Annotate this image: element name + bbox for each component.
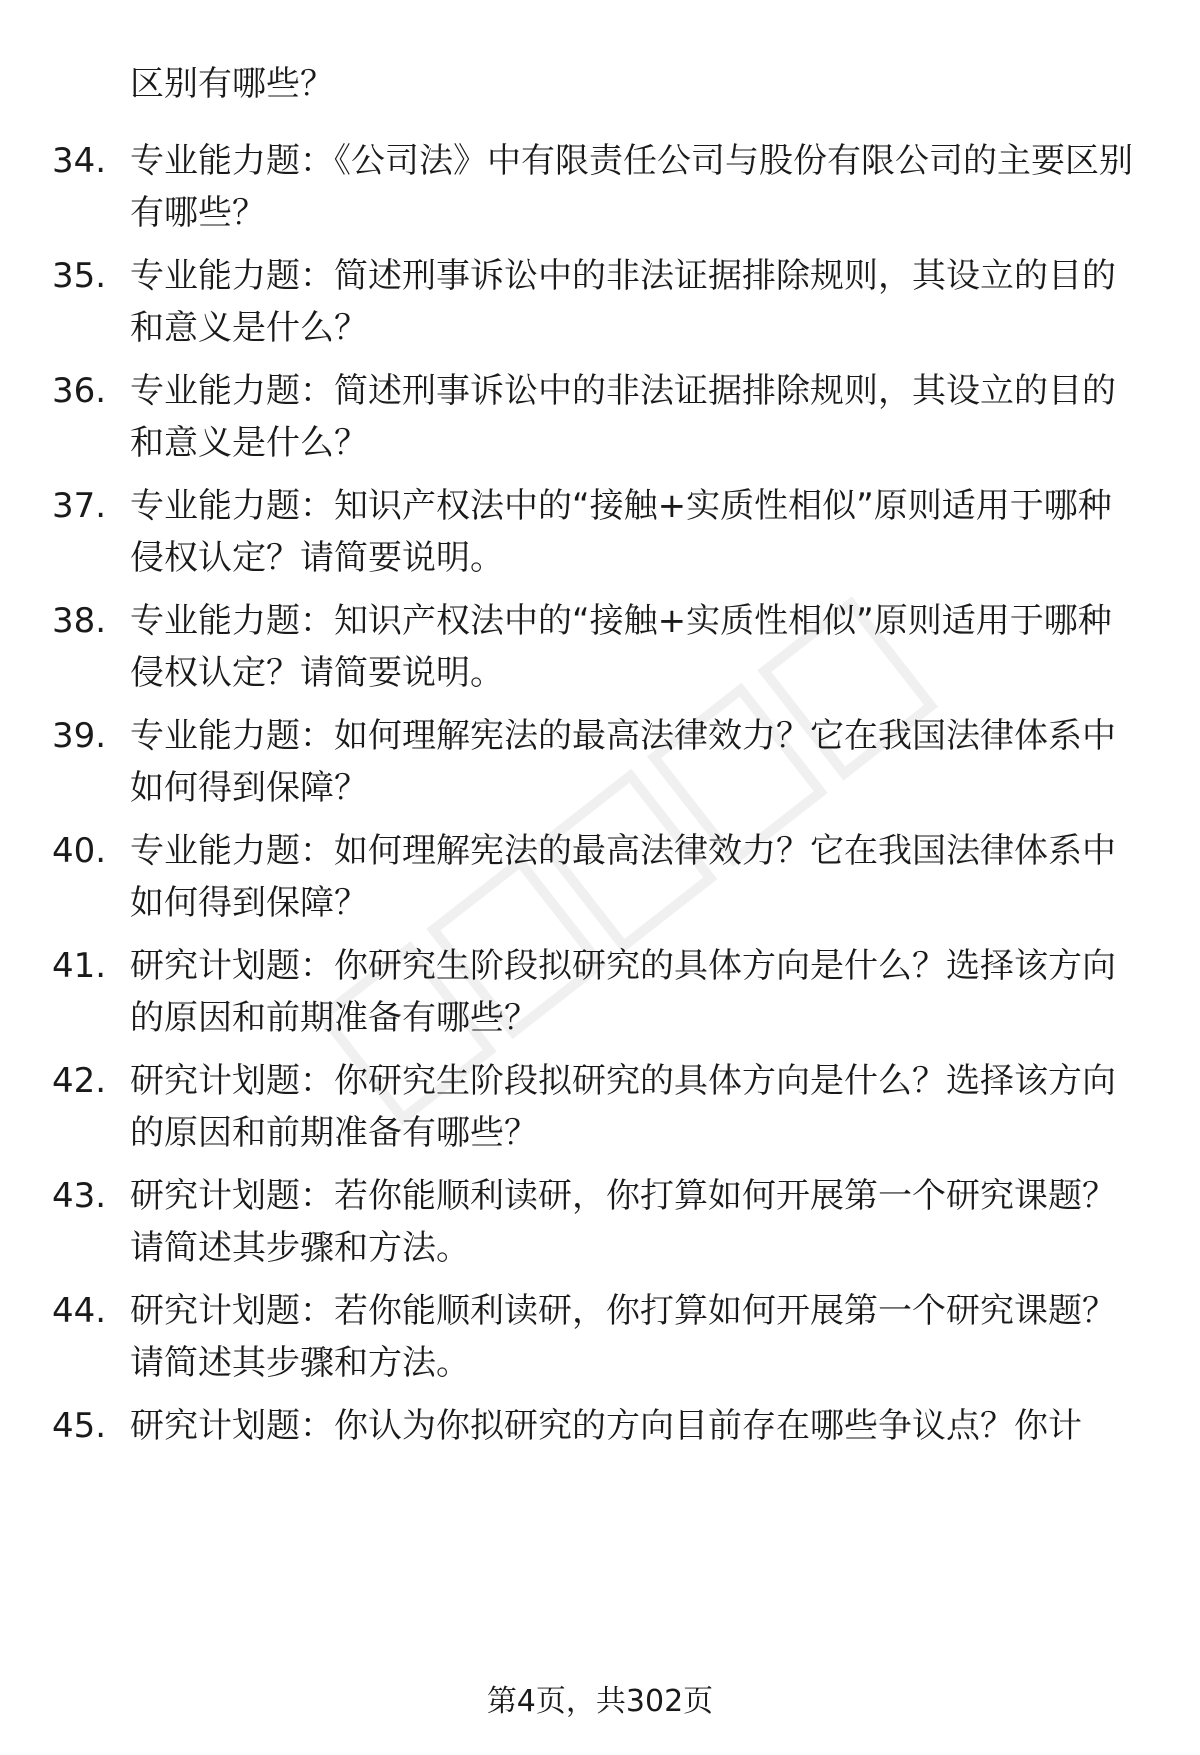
page-footer: 第4页，共302页 — [486, 1684, 714, 1719]
item-text: 专业能力题：《公司法》中有限责任公司与股份有限公司的主要区别有哪些？ — [130, 141, 1133, 233]
item-text: 专业能力题：如何理解宪法的最高法律效力？它在我国法律体系中如何得到保障？ — [130, 831, 1116, 923]
item-number: 34. — [52, 141, 107, 181]
item-text: 专业能力题：如何理解宪法的最高法律效力？它在我国法律体系中如何得到保障？ — [130, 716, 1116, 808]
continuation-text: 区别有哪些？ — [130, 64, 334, 104]
item-text: 专业能力题：知识产权法中的“接触+实质性相似”原则适用于哪种侵权认定？请简要说明。 — [130, 601, 1112, 693]
item-number: 39. — [52, 716, 107, 756]
item-text: 研究计划题：你研究生阶段拟研究的具体方向是什么？选择该方向的原因和前期准备有哪些？ — [130, 1061, 1116, 1153]
item-number: 35. — [52, 256, 107, 296]
item-text: 研究计划题：若你能顺利读研，你打算如何开展第一个研究课题？请简述其步骤和方法。 — [130, 1291, 1116, 1383]
item-number: 38. — [52, 601, 107, 641]
item-number: 41. — [52, 946, 107, 986]
item-text: 专业能力题：知识产权法中的“接触+实质性相似”原则适用于哪种侵权认定？请简要说明。 — [130, 486, 1112, 578]
item-text: 专业能力题：简述刑事诉讼中的非法证据排除规则，其设立的目的和意义是什么？ — [130, 371, 1116, 463]
item-text: 研究计划题：你研究生阶段拟研究的具体方向是什么？选择该方向的原因和前期准备有哪些？ — [130, 946, 1116, 1038]
item-number: 40. — [52, 831, 107, 871]
item-text: 研究计划题：你认为你拟研究的方向目前存在哪些争议点？你计 — [130, 1406, 1082, 1446]
item-number: 36. — [52, 371, 107, 411]
item-number: 44. — [52, 1291, 107, 1331]
item-number: 42. — [52, 1061, 107, 1101]
item-number: 43. — [52, 1176, 107, 1216]
item-number: 37. — [52, 486, 107, 526]
item-text: 专业能力题：简述刑事诉讼中的非法证据排除规则，其设立的目的和意义是什么？ — [130, 256, 1116, 348]
item-number: 45. — [52, 1406, 107, 1446]
item-text: 研究计划题：若你能顺利读研，你打算如何开展第一个研究课题？请简述其步骤和方法。 — [130, 1176, 1116, 1268]
